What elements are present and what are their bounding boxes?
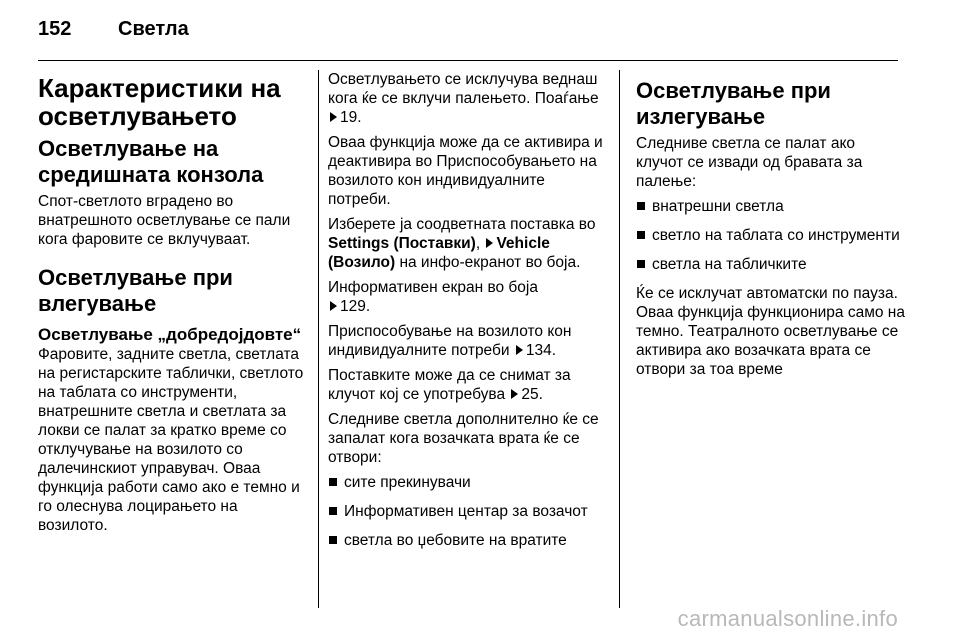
chapter-heading: Карактеристики на осветлувањето — [38, 73, 281, 131]
page-ref-arrow-icon — [516, 345, 523, 355]
exit-lights-list — [636, 197, 906, 274]
running-title: Светла — [118, 18, 189, 40]
page-ref-link[interactable]: 134. — [525, 342, 557, 359]
paragraph-ignition: Осветлувањето се исклучува веднаш кога ќе се вклучи палењето. Поаѓање 19. — [328, 71, 599, 126]
door-lights-list — [328, 473, 606, 550]
paragraph-key-settings: Поставките може да се снимат за клучот кој се употребува 25. — [328, 367, 571, 403]
header-divider — [38, 60, 898, 61]
page-ref-arrow-icon — [511, 389, 518, 399]
page-ref-arrow-icon — [330, 112, 337, 122]
page-number: 152 — [38, 18, 72, 40]
paragraph-personalization: Приспособување на возилото кон индивидуалните потреби 134. — [328, 323, 572, 359]
column-divider-2 — [619, 70, 620, 608]
exit-light-intro: Следниве светла се палат ако клучот се извади од бравата за палење: — [636, 135, 863, 190]
console-light-text: Спот-светлото вградено во внатрешното осветлување се пали кога фаровите се вклучуваат. — [38, 193, 291, 248]
menu-vehicle: Vehicle (Возило) — [328, 235, 550, 271]
menu-arrow-icon — [486, 238, 493, 248]
paragraph-settings: Изберете ја соодветната поставка во Settings (Поставки), Vehicle (Возило) на инфо-екранот во боја. — [328, 216, 596, 271]
page-ref-link[interactable]: 129. — [340, 298, 371, 315]
page-ref-arrow-icon — [330, 301, 337, 311]
list-item: сите прекинувачи — [328, 473, 606, 492]
subsection-heading-welcome: Осветлување „добредојдовте“ — [38, 325, 302, 344]
paragraph-info-display: Информативен екран во боја 129. — [328, 279, 538, 315]
column-divider-1 — [318, 70, 319, 608]
exit-light-text: Ќе се исклучат автоматски по пауза. Оваа функција функционира само на темно. Театралното осветлување се активира ако возачката врата се отвори за тоа време — [636, 285, 905, 378]
section-heading-entry: Осветлување при влегување — [38, 265, 233, 316]
column-3 — [636, 70, 906, 385]
list-item: светла на табличките — [636, 255, 906, 274]
page-ref-link[interactable]: 25. — [521, 386, 543, 403]
list-item: светла во џебовите на вратите — [328, 531, 606, 550]
list-item: светло на таблата со инструменти — [636, 226, 906, 245]
menu-settings: Settings (Поставки) — [328, 235, 476, 252]
column-1 — [38, 70, 306, 541]
paragraph-door-lights: Следниве светла дополнително ќе се запалат кога возачката врата ќе се отвори: — [328, 411, 599, 466]
list-item: Информативен центар за возачот — [328, 502, 606, 521]
welcome-light-text: Фаровите, задните светла, светлата на регистарските таблички, светлото на таблата со инструменти, внатрешните светла и светлата за локви се палат за кратко време со отклучување на возилото со далечинскиот управувач. Оваа функција работи само ако е темно и го олеснува лоцирањето на возилото. — [38, 346, 304, 534]
list-item: внатрешни светла — [636, 197, 906, 216]
page-ref-link[interactable]: 19. — [340, 109, 362, 126]
page-header — [38, 18, 189, 48]
section-heading-exit: Осветлување при излегување — [636, 78, 831, 129]
column-2 — [328, 70, 606, 560]
section-heading-console: Осветлување на средишната конзола — [38, 136, 264, 187]
watermark: carmanualsonline.info — [677, 606, 898, 631]
paragraph-activation: Оваа функција може да се активира и деактивира во Приспособувањето на возилото кон индивидуалните потреби. — [328, 134, 603, 208]
